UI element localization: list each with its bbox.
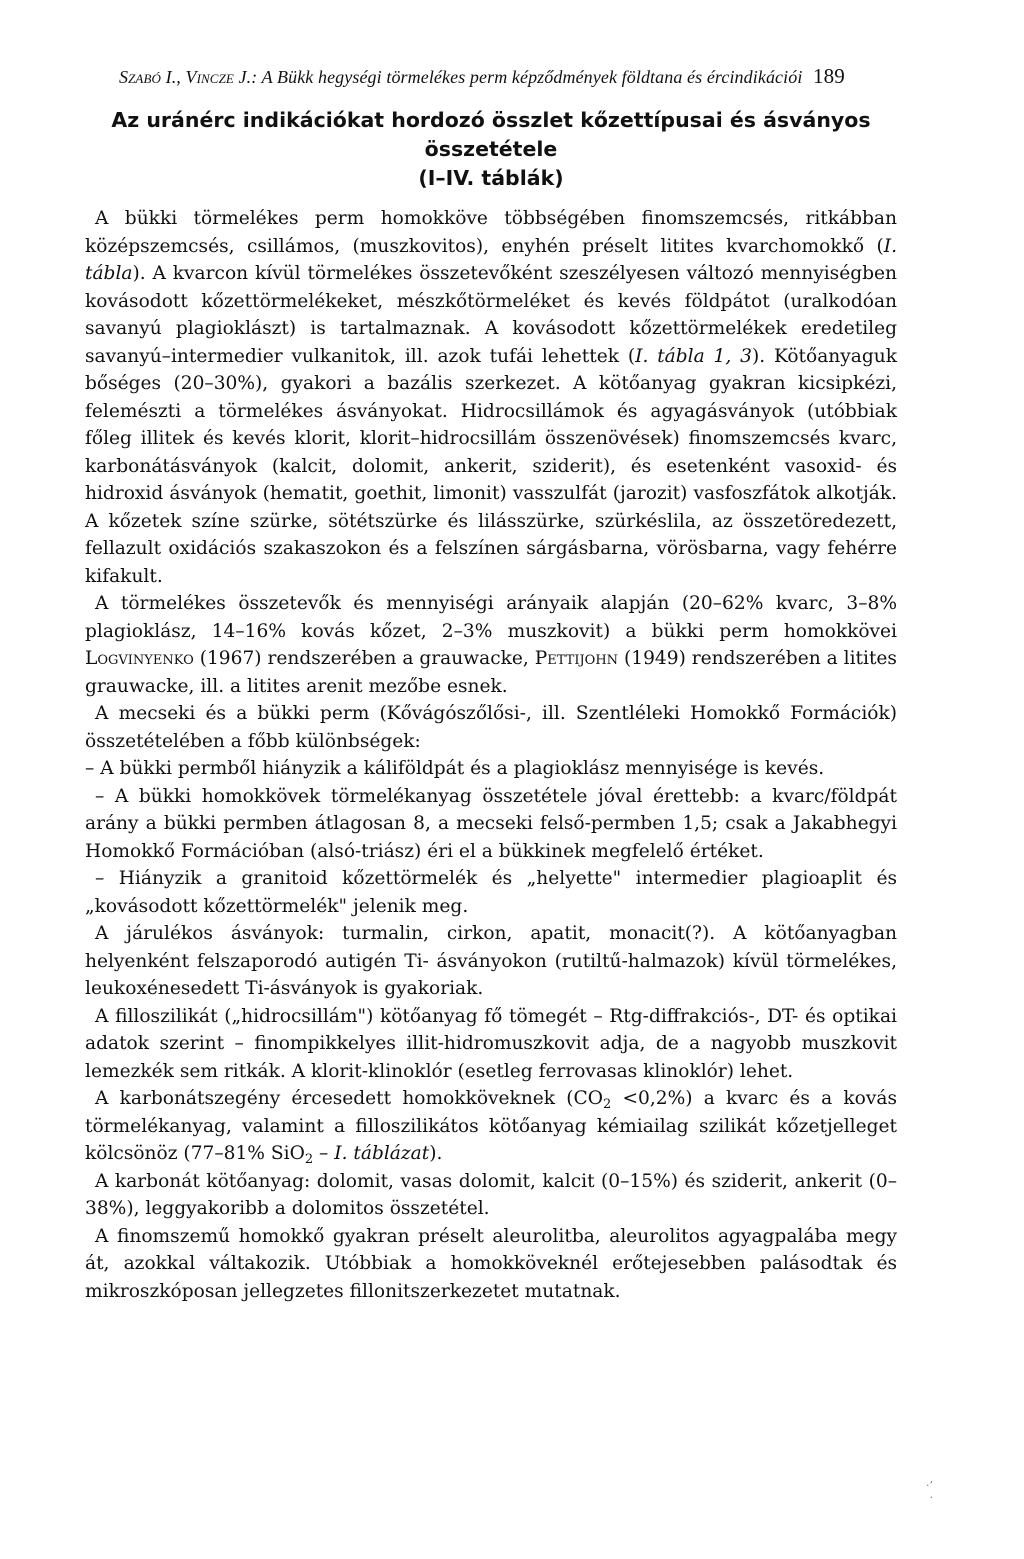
section-title-line-2: (I–IV. táblák) — [418, 166, 564, 190]
paragraph-9 — [85, 1085, 897, 1168]
p2-author-pettijohn: Pettijohn — [534, 648, 619, 669]
p1-text-a: A bükki törmelékes perm homokköve többségében finomszemcsés, ritkábban középszemcsés, csillámos, (muszkovitos), enyhén préselt litites kvarchomokkő ( — [85, 208, 897, 257]
p9-text-c: – — [313, 1143, 335, 1164]
p2-text-b: (1967) rendszerében a grauwacke, — [193, 648, 535, 669]
paragraph-2 — [85, 590, 897, 700]
header-author-1: Szabó I., — [119, 67, 181, 87]
p9-text-d: ). — [429, 1143, 443, 1164]
p2-text-c: (1949) rendszerében a litites grauwacke, ill. a litites arenit mezőbe esnek. — [85, 648, 897, 697]
header-journal-title: A Bükk hegységi törmelékes perm képződmények földtana és ércindikációi — [261, 67, 803, 87]
p9-subscript-2: 2 — [304, 1152, 314, 1167]
running-header — [119, 64, 897, 100]
paragraph-3: A mecseki és a bükki perm (Kővágószőlősi-, ill. Szentléleki Homokkő Formációk) összetételében a főbb különbségek: — [85, 703, 897, 752]
p9-table-ref: I. táblázat — [334, 1143, 430, 1164]
p1-table-ref-1: I. tábla — [85, 235, 897, 284]
p1-text-c: ). Kötőanyaguk bőséges (20–30%), gyakori a bazális szerkezet. A kötőanyag gyakran kicsipkézi, felemészti a törmelékes ásványokat. Hidrocsillámok és agyagásványok (utóbbiak főleg illitek és kevés klorit, klorit–hidrocsillám összenövések) finomszemcsés kvarc, karbonátásványok (kalcit, dolomit, ankerit, sziderit), és esetenként vasoxid- és hidroxid ásványok (hematit, goethit, limonit) vasszulfát (jarozit) vasfoszfátok alkotják. A kőzetek színe szürke, sötétszürke és lilásszürke, szürkéslila, az összetöredezett, fellazult oxidációs szakaszokon és a felszínen sárgásbarna, vörösbarna, vagy fehérre kifakult. — [85, 345, 897, 587]
p1-text-b: ). A kvarcon kívül törmelékes összetevőként szeszélyesen változó mennyiségben kovásodott kőzettörmelékeket, mészkőtörmeléket és kevés földpátot (uralkodóan savanyú plagioklászt) is tartalmaznak. A kovásodott kőzettörmelékek eredetileg savanyú–intermedier vulkanitok, ill. azok tufái lehettek ( — [85, 263, 897, 367]
p2-text-a: A törmelékes összetevők és mennyiségi arányaik alapján (20–62% kvarc, 3–8% plagioklász, 14–16% kovás kőzet, 2–3% muszkovit) a bükki perm homokkövei — [85, 593, 897, 642]
paragraph-11: A finomszemű homokkő gyakran préselt aleurolitba, aleurolitos agyagpalába megy át, azokkal váltakozik. Utóbbiak a homokköveknél erőtejesebben palásodtak és mikroszkóposan jellegzetes fillonitszerkezetet mutatnak. — [85, 1225, 897, 1302]
p9-text-a: A karbonátszegény ércesedett homokköveknek (CO — [95, 1088, 603, 1109]
header-author-2: Vincze J.: — [185, 67, 258, 87]
section-title-line-1: Az uránérc indikációkat hordozó összlet kőzettípusai és ásványos összetétele — [111, 108, 871, 161]
paragraph-8: A filloszilikát („hidrocsillám") kötőanyag fő tömegét – Rtg-diffrakciós-, DT- és optikai adatok szerint – finompikkelyes illit-hidromuszkovit adja, de a nagyobb muszkovit lemezkék sem ritkák. A klorit-klinoklór (esetleg ferrovasas klinoklór) lehet. — [85, 1005, 897, 1082]
paragraph-5: – A bükki homokkövek törmelékanyag összetétele jóval érettebb: a kvarc/földpát arány a bükki permben átlagosan 8, a mecseki felső-permben 1,5; csak a Jakabhegyi Homokkő Formációban (alsó-triász) éri el a bükkinek megfelelő értéket. — [85, 785, 897, 862]
p2-author-logvinyenko: Logvinyenko — [85, 648, 194, 669]
p9-subscript-1: 2 — [603, 1097, 612, 1112]
body-text — [85, 205, 897, 1305]
paragraph-1 — [85, 205, 897, 590]
paragraph-4: – A bükki permből hiányzik a káliföldpát és a plagioklász mennyisége is kevés. — [85, 758, 825, 779]
p9-text-b: <0,2%) a kvarc és a kovás törmelékanyag, valamint a filloszilikátos kötőanyag kémiailag szilikát kőzetjelleget kölcsönöz (77–81% SiO — [85, 1088, 897, 1164]
page — [85, 64, 897, 1305]
scan-specks: ·’ · — [926, 1479, 933, 1504]
paragraph-6: – Hiányzik a granitoid kőzettörmelék és „helyette" intermedier plagioaplit és „kovásodott kőzettörmelék" jelenik meg. — [85, 868, 897, 917]
p1-table-ref-2: I. tábla 1, 3 — [635, 345, 752, 367]
page-number: 189 — [813, 64, 845, 88]
section-title — [85, 106, 897, 193]
paragraph-10: A karbonát kötőanyag: dolomit, vasas dolomit, kalcit (0–15%) és sziderit, ankerit (0–38%), leggyakoribb a dolomitos összetétel. — [85, 1170, 897, 1219]
paragraph-7: A járulékos ásványok: turmalin, cirkon, apatit, monacit(?). A kötőanyagban helyenként felszaporodó autigén Ti- ásványokon (rutiltű-halmazok) kívül törmelékes, leukoxénesedett Ti-ásványok is gyakoriak. — [85, 923, 897, 999]
